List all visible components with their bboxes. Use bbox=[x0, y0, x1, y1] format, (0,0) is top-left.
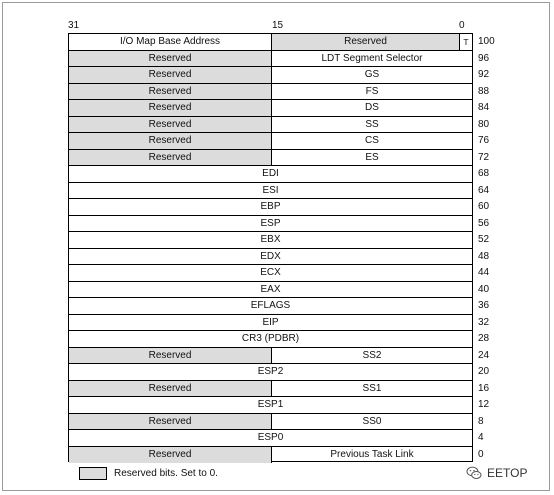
tss-row bbox=[69, 348, 472, 365]
field-cr3-pdbr-: CR3 (PDBR) bbox=[241, 333, 300, 345]
tss-row bbox=[69, 67, 472, 84]
field-cs: CS bbox=[365, 135, 379, 147]
tss-row bbox=[69, 315, 472, 332]
reserved-field: Reserved bbox=[69, 133, 272, 149]
offset-label: 56 bbox=[478, 217, 490, 229]
tss-row bbox=[69, 364, 472, 381]
offset-label: 92 bbox=[478, 69, 490, 80]
field-esp: ESP bbox=[260, 217, 281, 229]
tss-row bbox=[69, 117, 472, 134]
offset-label: 48 bbox=[478, 250, 490, 262]
tss-row bbox=[69, 397, 472, 414]
offset-label: 52 bbox=[478, 234, 490, 245]
tss-row bbox=[69, 381, 472, 398]
offset-label: 100 bbox=[478, 36, 495, 47]
tss-row bbox=[69, 199, 472, 216]
tss-row bbox=[69, 282, 472, 299]
offset-label: 4 bbox=[478, 432, 484, 443]
field-edx: EDX bbox=[260, 250, 281, 262]
offset-label: 12 bbox=[478, 399, 490, 410]
legend-text: Reserved bits. Set to 0. bbox=[114, 468, 218, 479]
field-ss1: SS1 bbox=[362, 382, 382, 394]
reserved-field: Reserved bbox=[69, 150, 272, 166]
offset-label: 96 bbox=[478, 52, 490, 64]
tss-row bbox=[69, 447, 472, 464]
field-ss2: SS2 bbox=[362, 349, 382, 361]
offset-label: 72 bbox=[478, 151, 490, 163]
offset-label: 88 bbox=[478, 85, 490, 97]
legend-swatch bbox=[79, 467, 107, 480]
wechat-icon bbox=[466, 466, 482, 480]
field-io-map-base-address: I/O Map Base Address bbox=[69, 34, 272, 50]
reserved-field: Reserved bbox=[69, 117, 272, 133]
field-es: ES bbox=[365, 151, 379, 163]
offset-label: 76 bbox=[478, 135, 490, 146]
offset-label: 44 bbox=[478, 267, 490, 278]
offset-label: 60 bbox=[478, 201, 490, 212]
tss-layout-diagram bbox=[68, 33, 473, 462]
field-ldt-segment-selector: LDT Segment Selector bbox=[321, 52, 423, 64]
offset-label: 16 bbox=[478, 382, 490, 394]
offset-label: 20 bbox=[478, 366, 490, 377]
field-ss0: SS0 bbox=[362, 415, 382, 427]
offset-label: 24 bbox=[478, 349, 490, 361]
tss-row bbox=[69, 331, 472, 348]
offset-label: 32 bbox=[478, 316, 490, 328]
offset-label: 80 bbox=[478, 118, 490, 130]
offset-label: 0 bbox=[478, 448, 484, 460]
field-previous-task-link: Previous Task Link bbox=[330, 449, 414, 461]
reserved-field: Reserved bbox=[69, 414, 272, 430]
field-esp2: ESP2 bbox=[257, 366, 284, 378]
tss-row bbox=[69, 100, 472, 117]
reserved-field: Reserved bbox=[69, 447, 272, 464]
field-esp0: ESP0 bbox=[257, 432, 284, 444]
tss-row bbox=[69, 298, 472, 315]
reserved-field: Reserved bbox=[69, 84, 272, 100]
field-t-debug-trap-bit: T bbox=[459, 34, 472, 50]
field-ds: DS bbox=[365, 102, 379, 114]
tss-row bbox=[69, 51, 472, 68]
offset-label: 40 bbox=[478, 283, 490, 295]
tss-row bbox=[69, 265, 472, 282]
bit-label-15: 15 bbox=[272, 20, 284, 31]
tss-row bbox=[69, 232, 472, 249]
tss-row bbox=[69, 414, 472, 431]
field-ebp: EBP bbox=[260, 201, 281, 213]
tss-row bbox=[69, 133, 472, 150]
watermark bbox=[466, 466, 527, 480]
tss-row bbox=[69, 183, 472, 200]
offset-label: 64 bbox=[478, 184, 490, 196]
field-edi: EDI bbox=[262, 168, 279, 180]
offset-label: 36 bbox=[478, 300, 490, 311]
field-eflags: EFLAGS bbox=[250, 300, 291, 312]
offset-label: 68 bbox=[478, 168, 490, 179]
tss-row bbox=[69, 166, 472, 183]
watermark-text: EETOP bbox=[487, 466, 528, 480]
reserved-field: Reserved bbox=[69, 100, 272, 116]
field-eax: EAX bbox=[260, 283, 281, 295]
tss-row bbox=[69, 430, 472, 447]
tss-row bbox=[69, 216, 472, 233]
field-fs: FS bbox=[365, 85, 379, 97]
field-eip: EIP bbox=[262, 316, 279, 328]
tss-row bbox=[69, 150, 472, 167]
field-ecx: ECX bbox=[260, 267, 281, 279]
field-esi: ESI bbox=[262, 184, 279, 196]
offset-label: 84 bbox=[478, 102, 490, 113]
field-ebx: EBX bbox=[260, 234, 281, 246]
tss-row bbox=[69, 34, 472, 51]
tss-row bbox=[69, 84, 472, 101]
reserved-field: Reserved bbox=[69, 381, 272, 397]
bit-label-0: 0 bbox=[459, 20, 465, 31]
reserved-field: Reserved bbox=[69, 67, 272, 83]
offset-label: 8 bbox=[478, 415, 484, 427]
reserved-field: Reserved bbox=[272, 34, 459, 50]
tss-row bbox=[69, 249, 472, 266]
field-gs: GS bbox=[364, 69, 380, 81]
bit-label-31: 31 bbox=[68, 20, 80, 31]
field-esp1: ESP1 bbox=[257, 399, 284, 411]
field-ss: SS bbox=[365, 118, 379, 130]
reserved-field: Reserved bbox=[69, 51, 272, 67]
reserved-field: Reserved bbox=[69, 348, 272, 364]
offset-label: 28 bbox=[478, 333, 490, 344]
legend bbox=[79, 467, 218, 480]
